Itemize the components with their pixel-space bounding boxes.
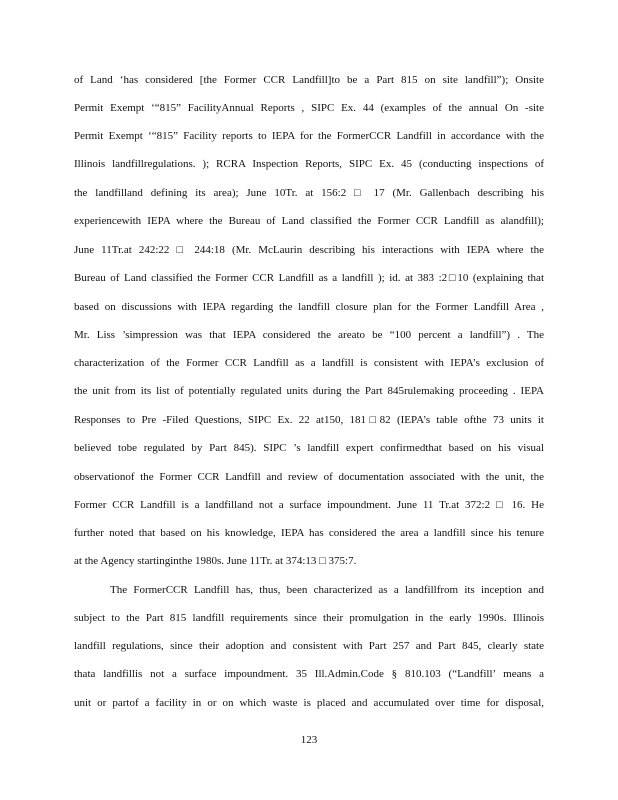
body-line: landfill regulations, since their adoption and consistent with Part 257 and Part 845, clearly state: [74, 640, 544, 652]
body-line: unit or partof a facility in or on which waste is placed and accumulated over time for disposal,: [74, 697, 544, 709]
body-line: Former CCR Landfill is a landfilland not a surface impoundment. June 11 Tr.at 372:2 □ 16. He: [74, 499, 544, 511]
body-line: observationof the Former CCR Landfill and review of documentation associated with the unit, the: [74, 471, 544, 483]
body-line: experiencewith IEPA where the Bureau of Land classified the Former CCR Landfill as alandfill);: [74, 215, 544, 227]
body-line: Permit Exempt ‘“815” Facility reports to IEPA for the FormerCCR Landfill in accordance with the: [74, 130, 544, 142]
body-line: The FormerCCR Landfill has, thus, been characterized as a landfillfrom its inception and: [110, 584, 544, 596]
body-line: June 11Tr.at 242:22 □ 244:18 (Mr. McLaurin describing his interactions with IEPA where the: [74, 244, 544, 256]
body-line: further noted that based on his knowledge, IEPA has considered the area a landfill since his tenure: [74, 527, 544, 539]
body-line: subject to the Part 815 landfill requirements since their promulgation in the early 1990s. Illinois: [74, 612, 544, 624]
body-line: Bureau of Land classified the Former CCR Landfill as a landfill ); id. at 383 :2□10 (explaining that: [74, 272, 544, 284]
body-line: of Land ‘has considered [the Former CCR Landfill]to be a Part 815 on site landfill”); Onsite: [74, 74, 544, 86]
page-number: 123: [300, 734, 318, 746]
body-line: thata landfillis not a surface impoundment. 35 Ill.Admin.Code § 810.103 (“Landfill’ means a: [74, 668, 544, 680]
body-line: the unit from its list of potentially regulated units during the Part 845rulemaking proceeding . IEPA: [74, 385, 544, 397]
body-line: based on discussions with IEPA regarding the landfill closure plan for the Former Landfill Area ,: [74, 301, 544, 313]
body-line: Mr. Liss ’simpression was that IEPA considered the areato be “100 percent a landfill”) . The: [74, 329, 544, 341]
body-line: Responses to Pre -Filed Questions, SIPC Ex. 22 at150, 181□82 (IEPA’s table ofthe 73 units it: [74, 414, 544, 426]
body-line: Permit Exempt ‘“815” FacilityAnnual Reports , SIPC Ex. 44 (examples of the annual On -site: [74, 102, 544, 114]
body-line: at the Agency startinginthe 1980s. June 11Tr. at 374:13 □ 375:7.: [74, 555, 357, 567]
body-line: the landfilland defining its area); June 10Tr. at 156:2 □ 17 (Mr. Gallenbach describing his: [74, 187, 544, 199]
body-line: believed tobe regulated by Part 845). SIPC ’s landfill expert confirmedthat based on his visual: [74, 442, 544, 454]
body-line: characterization of the Former CCR Landfill as a landfill is consistent with IEPA’s exclusion of: [74, 357, 544, 369]
body-line: Illinois landfillregulations. ); RCRA Inspection Reports, SIPC Ex. 45 (conducting inspections of: [74, 158, 544, 170]
